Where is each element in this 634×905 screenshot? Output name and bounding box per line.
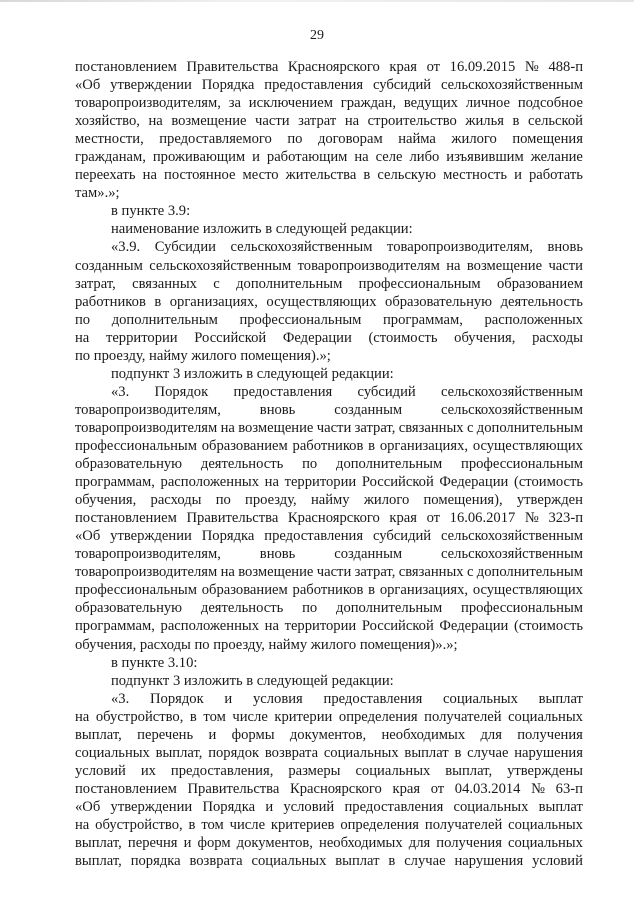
text-line: товаропроизводителям, вновь созданным сельскохозяйственным bbox=[75, 546, 583, 563]
text-line: по дополнительным профессиональным программам, расположенных bbox=[75, 311, 583, 328]
paragraph-procedure-3 bbox=[75, 383, 583, 654]
text-line: «Об утверждении Порядка предоставления субсидий сельскохозяйственным bbox=[75, 77, 583, 94]
text-line: «3. Порядок и условия предоставления социальных выплат bbox=[111, 690, 583, 707]
text-line: программам, расположенных на территории Российской Федерации (стоимость bbox=[75, 618, 583, 635]
text-line: постановлением Правительства Красноярского края от 16.09.2015 № 488-п bbox=[75, 59, 583, 75]
paragraph-subitem-3-edit-b bbox=[75, 672, 583, 690]
page-number: 29 bbox=[310, 28, 324, 43]
text-line: постановлением Правительства Красноярского края от 16.06.2017 № 323-п bbox=[75, 510, 583, 527]
text-line: там».»; bbox=[75, 185, 120, 202]
text-line: обучения, расходы по проезду, найму жилого помещения)».»; bbox=[75, 636, 458, 653]
text-line: товаропроизводителям на возмещение части затрат, связанных с дополнительным bbox=[75, 419, 583, 436]
text-line: в пункте 3.9: bbox=[111, 203, 191, 220]
text-line: подпункт 3 изложить в следующей редакции: bbox=[111, 365, 394, 382]
text-line: подпункт 3 изложить в следующей редакции: bbox=[111, 672, 394, 689]
text-line: созданным сельскохозяйственным товаропроизводителям на возмещение части bbox=[75, 257, 583, 274]
text-line: товаропроизводителям на возмещение части затрат, связанных с дополнительным bbox=[75, 564, 583, 581]
text-line: «Об утверждении Порядка и условий предоставления социальных выплат bbox=[75, 798, 583, 815]
text-line: товаропроизводителям, вновь созданным сельскохозяйственным bbox=[75, 401, 583, 418]
text-line: условий их предоставления, размеры социальных выплат, утверждены bbox=[75, 762, 583, 779]
text-line: наименование изложить в следующей редакции: bbox=[111, 221, 413, 238]
text-line: «Об утверждении Порядка предоставления субсидий сельскохозяйственным bbox=[75, 528, 583, 545]
text-line: обучения, расходы по проезду, найму жилого помещения), утвержден bbox=[75, 492, 583, 509]
text-line: переехать на постоянное место жительства в сельскую местность и работать bbox=[75, 167, 583, 184]
text-line: хозяйство, на возмещение части затрат на строительство жилья в сельской bbox=[75, 113, 583, 130]
document-body bbox=[75, 58, 583, 870]
paragraph-continuation bbox=[75, 58, 583, 202]
text-line: на обустройство, в том числе критерии определения получателей социальных bbox=[75, 708, 583, 725]
text-line: профессиональным образованием работников в организациях, осуществляющих bbox=[75, 582, 583, 599]
text-line: социальных выплат, порядок возврата социальных выплат в случае нарушения bbox=[75, 744, 583, 761]
paragraph-subitem-3-edit-a bbox=[75, 365, 583, 383]
text-line: постановлением Правительства Красноярского края от 04.03.2014 № 63-п bbox=[75, 780, 583, 797]
scan-edge-shadow bbox=[0, 0, 634, 2]
paragraph-item-3-9 bbox=[75, 202, 583, 220]
text-line: программам, расположенных на территории Российской Федерации (стоимость bbox=[75, 474, 583, 491]
text-line: профессиональным образованием работников в организациях, осуществляющих bbox=[75, 437, 583, 454]
text-line: выплат, порядка возврата социальных выплат в случае нарушения условий bbox=[75, 853, 583, 870]
text-line: затрат, связанных с дополнительным профессиональным образованием bbox=[75, 275, 583, 292]
paragraph-item-3-10 bbox=[75, 654, 583, 672]
text-line: образовательную деятельность по дополнительным профессиональным bbox=[75, 600, 583, 617]
text-line: товаропроизводителям, за исключением граждан, ведущих личное подсобное bbox=[75, 95, 583, 112]
text-line: «3. Порядок предоставления субсидий сельскохозяйственным bbox=[111, 383, 583, 400]
text-line: на обустройство, в том числе критериев определения получателей социальных bbox=[75, 816, 583, 833]
text-line: выплат, перечень и формы документов, необходимых для получения bbox=[75, 726, 583, 743]
text-line: выплат, перечня и форм документов, необходимых для получения социальных bbox=[75, 835, 583, 852]
paragraph-social-payments bbox=[75, 690, 583, 870]
text-line: на территории Российской Федерации (стоимость обучения, расходы bbox=[75, 329, 583, 346]
text-line: по проезду, найму жилого помещения).»; bbox=[75, 347, 331, 364]
paragraph-subsidy-3-9 bbox=[75, 238, 583, 364]
text-line: в пункте 3.10: bbox=[111, 654, 198, 671]
text-line: «3.9. Субсидии сельскохозяйственным товаропроизводителям, вновь bbox=[111, 239, 583, 256]
text-line: образовательную деятельность по дополнительным профессиональным bbox=[75, 456, 583, 473]
text-line: работников в организациях, осуществляющих образовательную деятельность bbox=[75, 293, 583, 310]
paragraph-title-edit bbox=[75, 220, 583, 238]
text-line: местности, предоставляемого по договорам найма жилого помещения bbox=[75, 131, 583, 148]
text-line: гражданам, проживающим и работающим на селе либо изъявившим желание bbox=[75, 149, 583, 166]
